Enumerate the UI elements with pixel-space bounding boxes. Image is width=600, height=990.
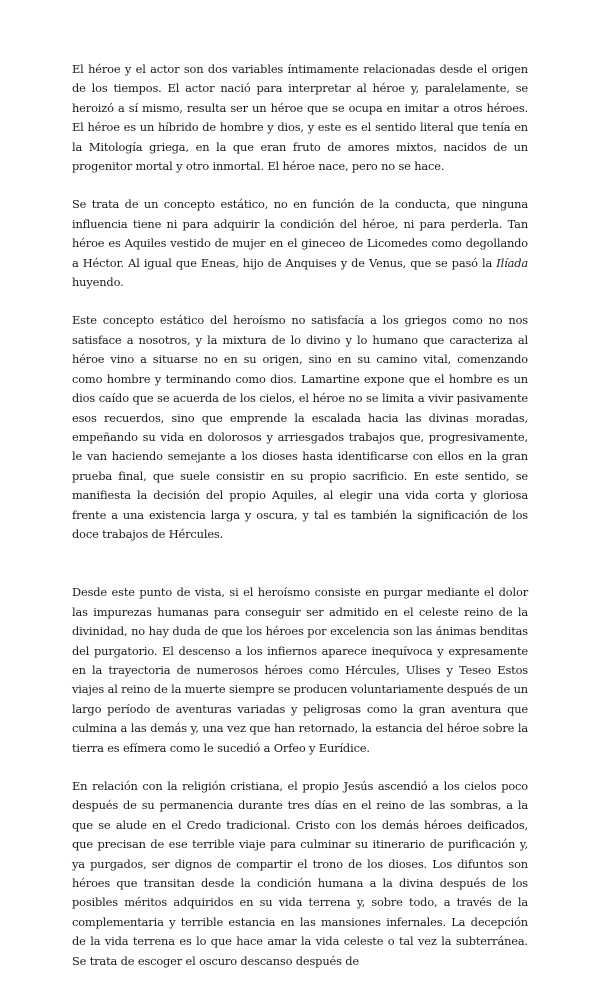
paragraph-hero-actor: El héroe y el actor son dos variables íntimamente relacionadas desde el origen de los tiempos. El actor nació para interpretar al héroe y, paralelamente, se heroizó a sí mismo, resulta ser un héroe que se ocupa en imitar a otros héroes. El héroe es un híbrido de hombre y dios, y este es el sentido literal que tenía en la Mitología griega, en la que eran fruto de amores mixtos, nacidos de un progenitor mortal y otro inmortal. El héroe nace, pero no se hace. bbox=[72, 62, 528, 174]
paragraph-heroism-path: Este concepto estático del heroísmo no satisfacía a los griegos como no nos satisface a nosotros, y la mixtura de lo divino y lo humano que caracteriza al héroe vino a situarse no en su origen, sino en su camino vital, comenzando como hombre y terminando como dios. Lamartine expone que el hombre es un dios caído que se acuerda de los cielos, el héroe no se limita a vivir pasivamente esos recuerdos, sino que emprende la escalada hacia las divinas moradas, empeñando su vida en dolorosos y arriesgados trabajos que, progresivamente, le van haciendo semejante a los dioses hasta identificarse con ellos en la gran prueba final, que suele consistir en su propio sacrificio. En este sentido, se manifiesta la decisión del propio Aquiles, al elegir una vida corta y gloriosa frente a una existencia larga y oscura, y tal es también la significación de los doce trabajos de Hércules. bbox=[72, 313, 528, 541]
iliad-title: Ilíada bbox=[496, 255, 528, 270]
paragraph-static-concept-text: Se trata de un concepto estático, no en función de la conducta, que ninguna influencia tiene ni para adquirir la condición del héroe, ni para perderla. Tan héroe es Aquiles vestido de mujer en el gineceo de Licomedes como degollando a Héctor. Al igual que Eneas, hijo de Anquises y de Venus, que se pasó la bbox=[72, 197, 528, 270]
paragraph-static-concept bbox=[72, 195, 528, 292]
paragraph-christian-religion: En relación con la religión cristiana, el propio Jesús ascendió a los cielos poco después de su permanencia durante tres días en el reino de las sombras, a la que se alude en el Credo tradicional. Cristo con los demás héroes deificados, que precisan de ese terrible viaje para culminar su itinerario de purificación y, ya purgados, ser dignos de compartir el trono de los dioses. Los difuntos son héroes que transitan desde la condición humana a la divina después de los posibles méritos adquiridos en su vida terrena y, sobre todo, a través de la complementaria y terrible estancia en las mansiones infernales. La decepción de la vida terrena es lo que hace amar la vida celeste o tal vez la subterránea. Se trata de escoger el oscuro descanso después de bbox=[72, 779, 528, 968]
paragraph-static-concept-end: huyendo. bbox=[72, 275, 124, 290]
document-page bbox=[72, 60, 528, 990]
paragraph-purgatory: Desde este punto de vista, si el heroísmo consiste en purgar mediante el dolor las impurezas humanas para conseguir ser admitido en el celeste reino de la divinidad, no hay duda de que los héroes por excelencia son las ánimas benditas del purgatorio. El descenso a los infiernos aparece inequívoca y expresamente en la trayectoria de numerosos héroes como Hércules, Ulises y Teseo Estos viajes al reino de la muerte siempre se producen voluntariamente después de un largo período de aventuras variadas y peligrosas como la gran aventura que culmina a las demás y, una vez que han retornado, la estancia del héroe sobre la tierra es efímera como le sucedió a Orfeo y Eurídice. bbox=[72, 585, 528, 755]
